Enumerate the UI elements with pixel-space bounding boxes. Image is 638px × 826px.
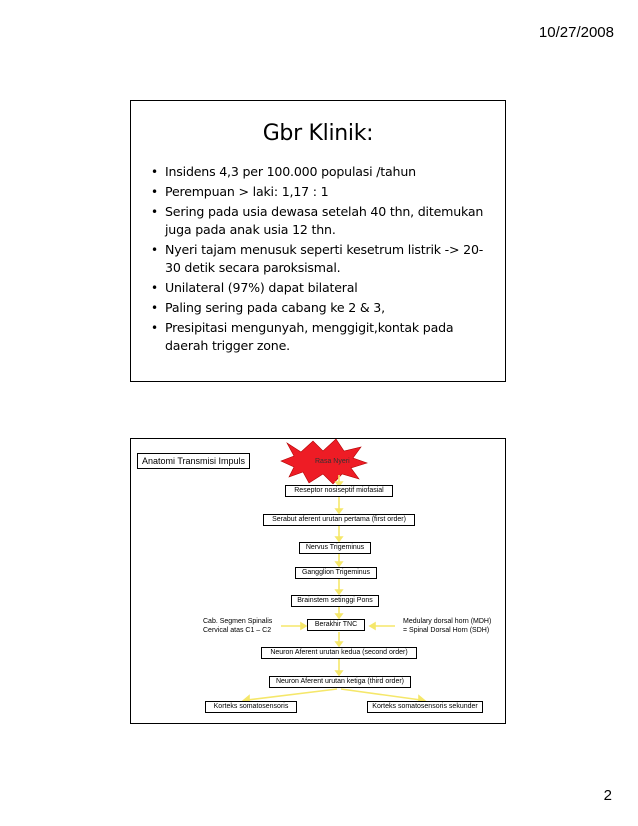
node-trigeminal-ganglion: Gangglion Trigeminus xyxy=(295,567,377,579)
node-third-order: Neuron Aferent urutan ketiga (third order) xyxy=(269,676,411,688)
date-header: 10/27/2008 xyxy=(538,24,614,41)
slide-title: Gbr Klinik: xyxy=(262,121,374,146)
node-trigeminal-nerve: Nervus Trigeminus xyxy=(299,542,371,554)
node-secondary-somatosensory-cortex: Korteks somatosensoris sekunder xyxy=(367,701,483,713)
bullet-item: • Unilateral (97%) dapat bilateral xyxy=(151,279,491,297)
node-second-order: Neuron Aferent urutan kedua (second order) xyxy=(261,647,417,659)
node-tnc: Berakhir TNC xyxy=(307,619,365,631)
note-spinal-segment: Cab. Segmen Spinalis Cervical atas C1 – C2 xyxy=(203,618,273,634)
node-somatosensory-cortex: Korteks somatosensoris xyxy=(205,701,297,713)
flow-arrows xyxy=(243,475,425,703)
bullet-item: • Sering pada usia dewasa setelah 40 thn, ditemukan juga pada anak usia 12 thn. xyxy=(151,203,491,239)
bullet-item: • Presipitasi mengunyah, menggigit,kontak pada daerah trigger zone. xyxy=(151,319,491,355)
page-number: 2 xyxy=(603,787,612,804)
bullet-item: • Insidens 4,3 per 100.000 populasi /tahun xyxy=(151,163,491,181)
bullet-list xyxy=(151,163,491,357)
bullet-item: • Paling sering pada cabang ke 2 & 3, xyxy=(151,299,491,317)
node-first-order: Serabut aferent urutan pertama (first order) xyxy=(263,514,415,526)
diagram-label: Anatomi Transmisi Impuls xyxy=(137,453,250,469)
node-brainstem: Brainstem setinggi Pons xyxy=(291,595,379,607)
slide-clinical-features xyxy=(130,100,506,382)
note-dorsal-horn: Medulary dorsal horn (MDH) = Spinal Dorsal Horn (SDH) xyxy=(403,618,492,634)
pain-burst-label: Rasa Nyeri xyxy=(315,458,350,465)
node-nociceptor: Reseptor nosiseptif miofasial xyxy=(285,485,393,497)
slide-transmission-diagram xyxy=(130,438,506,724)
bullet-item: • Perempuan > laki: 1,17 : 1 xyxy=(151,183,491,201)
bullet-item: • Nyeri tajam menusuk seperti kesetrum listrik -> 20-30 detik secara paroksismal. xyxy=(151,241,491,277)
